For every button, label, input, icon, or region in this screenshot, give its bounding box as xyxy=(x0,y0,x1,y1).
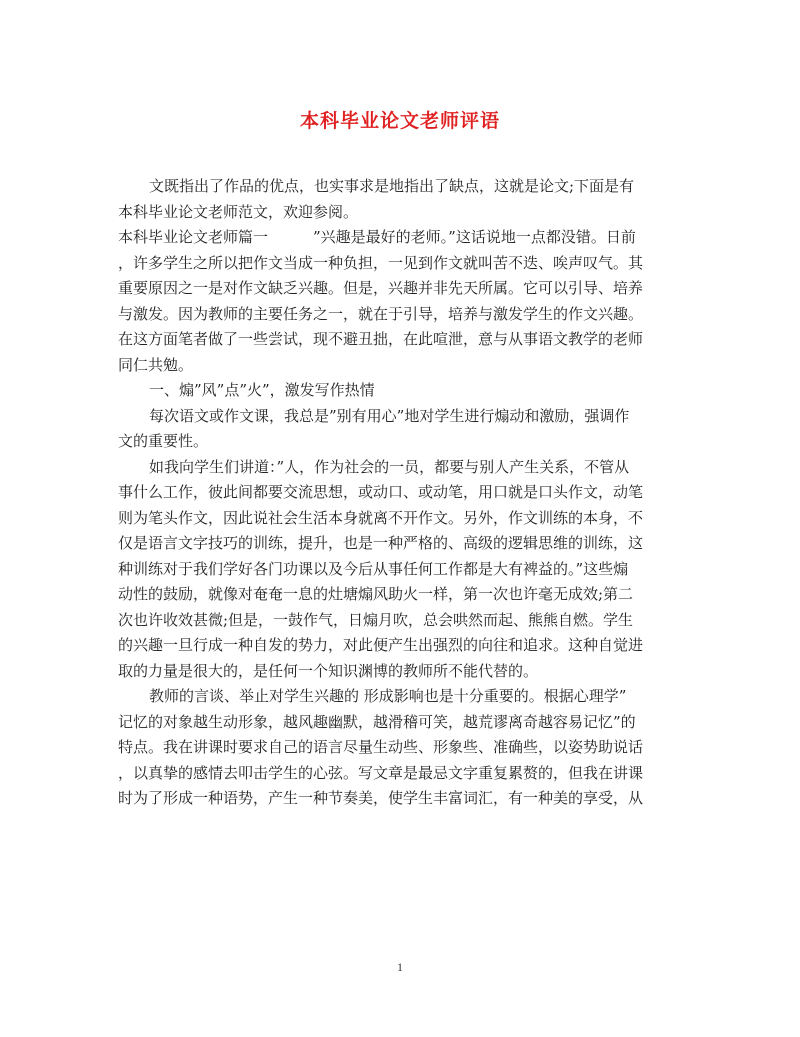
text-line: 种训练对于我们学好各门功课以及今后从事任何工作都是大有裨益的。”这些煽 xyxy=(118,559,629,578)
text-line: 则为笔头作文，因此说社会生活本身就离不开作文。另外，作文训练的本身，不 xyxy=(118,508,644,527)
text-line: 同仁共勉。 xyxy=(118,355,194,374)
text-line: 仅是语言文字技巧的训练，提升，也是一种严格的、高级的逻辑思维的训练，这 xyxy=(118,534,644,552)
text-line: 文的重要性。 xyxy=(118,432,209,450)
text-line: 在这方面笔者做了一些尝试，现不避丑拙，在此喧泄，意与从事语文教学的老师 xyxy=(118,330,644,348)
text-line: 时为了形成一种语势，产生一种节奏美，使学生丰富词汇，有一种美的享受，从 xyxy=(118,789,644,807)
text-line: 与激发。因为教师的主要任务之一，就在于引导，培养与激发学生的作文兴趣。 xyxy=(118,304,644,323)
text-line: 文既指出了作品的优点，也实事求是地指出了缺点，这就是论文;下面是有 xyxy=(149,177,635,195)
text-line: 取的力量是很大的，是任何一个知识渊博的教师所不能代替的。 xyxy=(118,661,539,680)
text-line: 事什么工作，彼此间都要交流思想，或动口、或动笔，用口就是口头作文，动笔 xyxy=(118,483,644,501)
section-heading: 一、煽”风”点”火”，激发写作热情 xyxy=(149,381,375,399)
document-title: 本科毕业论文老师评语 xyxy=(299,110,500,132)
page-number: 1 xyxy=(397,960,403,974)
text-line: 如我向学生们讲道：”人，作为社会的一员，都要与别人产生关系，不管从 xyxy=(149,457,630,476)
text-line: 特点。我在讲课时要求自己的语言尽量生动些、形象些、准确些，以姿势助说话 xyxy=(118,738,644,756)
text-line: ，许多学生之所以把作文当成一种负担，一见到作文就叫苦不迭、唉声叹气。其 xyxy=(118,253,644,272)
text-line: 记忆的对象越生动形象，越风趣幽默，越滑稽可笑，越荒谬离奇越容易记忆”的 xyxy=(118,712,636,731)
text-line: ，以真挚的感情去叩击学生的心弦。写文章是最忌文字重复累赘的，但我在讲课 xyxy=(118,763,644,782)
text-line: 本科毕业论文老师范文，欢迎参阅。 xyxy=(118,202,359,221)
text-line: 次也许收效甚微;但是，一鼓作气，日煽月吹，总会哄然而起、熊熊自燃。学生 xyxy=(118,610,634,629)
document-body xyxy=(118,174,678,812)
text-line: 教师的言谈、举止对学生兴趣的 形成影响也是十分重要的。根据心理学” xyxy=(149,687,627,705)
text-line: 重要原因之一是对作文缺乏兴趣。但是，兴趣并非先天所属。它可以引导、培养 xyxy=(118,279,644,297)
text-line: 的兴趣一旦行成一种自发的势力，对此便产生出强烈的向往和追求。这种自觉进 xyxy=(118,636,644,654)
text-line: 动性的鼓励，就像对奄奄一息的灶塘煽风助火一样，第一次也许毫无成效;第二 xyxy=(118,585,634,603)
text-line: 每次语文或作文课，我总是”别有用心”地对学生进行煽动和激励，强调作 xyxy=(149,406,630,425)
text-line: 本科毕业论文老师篇一 ”兴趣是最好的老师。”这话说地一点都没错。日前 xyxy=(118,228,636,246)
